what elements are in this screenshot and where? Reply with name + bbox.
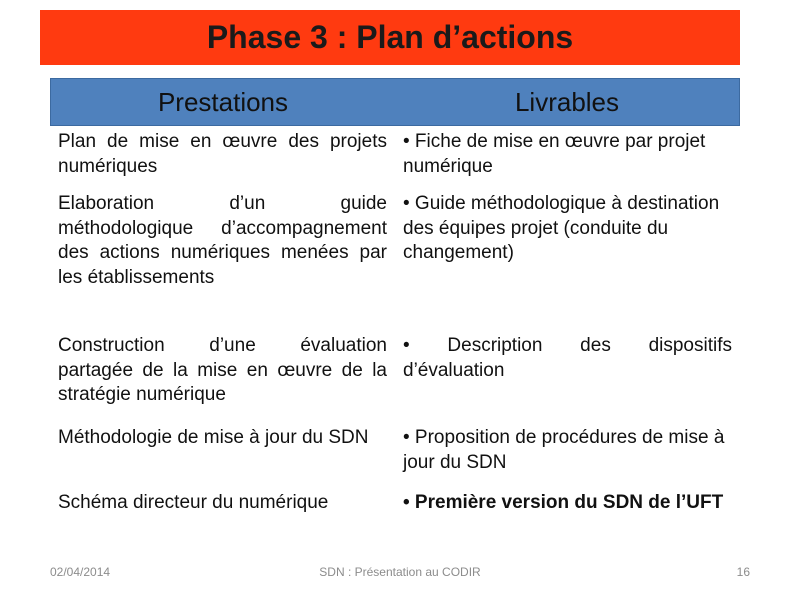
prestation-cell: Schéma directeur du numérique [58,492,329,513]
livrable-cell: • Description des dispositifs d’évaluation [403,335,732,381]
header-livrables: Livrables [514,86,620,117]
footer-center: SDN : Présentation au CODIR [319,565,481,579]
table-row [50,330,740,422]
prestation-cell: Méthodologie de mise à jour du SDN [58,427,369,448]
footer-date: 02/04/2014 [50,565,111,579]
prestation-cell: Plan de mise en œuvre des projets numériques [58,131,387,177]
table-header [50,78,740,126]
prestation-cell: Construction d’une évaluation partagée de la mise en œuvre de la stratégie numérique [58,335,387,405]
slide-title: Phase 3 : Plan d’actions [206,19,574,55]
table-row [50,126,740,188]
actions-table [50,78,740,547]
prestation-cell: Elaboration d’un guide méthodologique d’accompagnement des actions numériques menées par les établissements [58,193,387,288]
footer-page-number: 16 [736,565,750,579]
table-row [50,422,740,487]
livrable-cell: • Proposition de procédures de mise à jour du SDN [403,427,725,473]
livrable-cell: • Fiche de mise en œuvre par projet numérique [403,131,706,177]
header-prestations: Prestations [157,86,289,117]
livrable-cell: • Guide méthodologique à destination des équipes projet (conduite du changement) [403,193,720,263]
livrable-cell: • Première version du SDN de l’UFT [403,492,724,513]
table-row [50,188,740,330]
slide-title-bar [40,10,740,65]
table-row [50,487,740,547]
